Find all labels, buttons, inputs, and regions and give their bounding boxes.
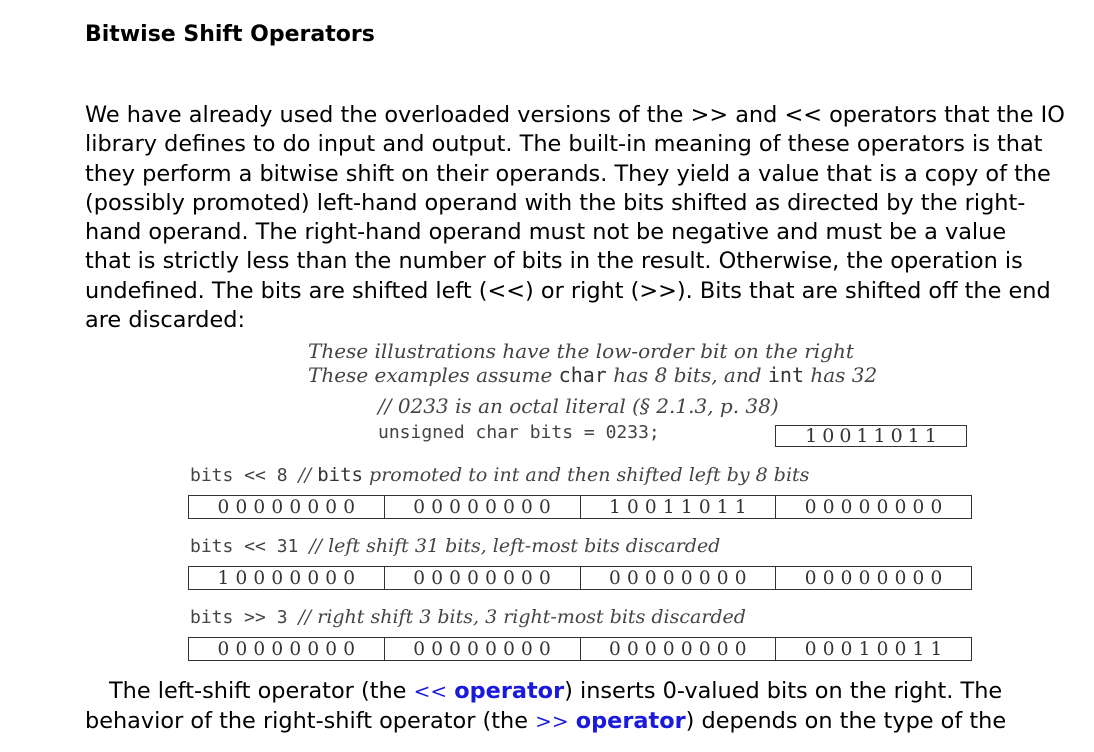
text-run: ) inserts 0-valued bits on the right. The — [564, 678, 1003, 704]
comment-text: promoted to int and then shifted left by 8 bits — [363, 464, 810, 486]
caption-text: has 32 — [804, 363, 878, 387]
shift-comment — [298, 464, 809, 486]
text-run: The left-shift operator (the — [109, 678, 414, 704]
left-shift-symbol: << — [413, 679, 448, 703]
shift-comment — [298, 606, 746, 628]
text-run: ) depends on the type of the — [685, 708, 1007, 734]
byte-cell: 00000000 — [189, 638, 385, 660]
shift-example-line — [190, 464, 809, 486]
shift-comment — [309, 535, 720, 557]
byte-cell: 00000000 — [804, 496, 949, 518]
byte-cell: 00000000 — [385, 567, 581, 589]
comment-slashes: // — [298, 464, 318, 486]
declaration-bits-box: 10011011 — [775, 425, 967, 447]
bit-row — [188, 566, 972, 590]
intro-paragraph — [85, 101, 1085, 335]
paragraph-line: they perform a bitwise shift on their operands. They yield a value that is a copy of the — [85, 160, 1051, 187]
shift-example-line — [190, 606, 746, 628]
figure-caption-low-order: These illustrations have the low-order bit on the right — [308, 339, 854, 363]
comment-slashes: // — [309, 535, 329, 557]
text-run: behavior of the right-shift operator (the — [85, 708, 536, 734]
caption-text: has 8 bits, and — [606, 363, 768, 387]
paragraph-line: are discarded: — [85, 307, 246, 334]
comment-text: left shift 31 bits, left-most bits discarded — [328, 535, 721, 557]
declaration-code: unsigned char bits = 0233; — [378, 422, 660, 443]
operator-link[interactable]: operator — [454, 678, 565, 704]
operator-link[interactable]: operator — [575, 708, 686, 734]
paragraph-line: undefined. The bits are shifted left (<<) or right (>>). Bits that are shifted off the end — [85, 277, 1051, 304]
caption-keyword-int: int — [767, 363, 805, 387]
paragraph-line: (possibly promoted) left-hand operand with the bits shifted as directed by the right- — [85, 189, 1026, 216]
byte-cell: 00000000 — [581, 638, 777, 660]
bit-row — [188, 495, 972, 519]
comment-slashes: // — [298, 606, 318, 628]
byte-cell: 00000000 — [385, 638, 581, 660]
byte-cell: 00000000 — [385, 496, 581, 518]
octal-comment: // 0233 is an octal literal (§ 2.1.3, p. 38) — [378, 394, 779, 418]
shift-expression: bits >> 3 — [190, 607, 288, 628]
byte-cell: 00000000 — [189, 496, 385, 518]
section-heading: Bitwise Shift Operators — [85, 22, 375, 47]
operator-paragraph — [85, 676, 1085, 736]
caption-text: These examples assume — [308, 363, 559, 387]
paragraph-line: that is strictly less than the number of bits in the result. Otherwise, the operation is — [85, 248, 1023, 275]
paragraph-line: library defines to do input and output. The built-in meaning of these operators is that — [85, 131, 1043, 158]
caption-keyword-char: char — [558, 363, 607, 387]
shift-example-line — [190, 535, 720, 557]
paragraph-line — [85, 676, 1085, 706]
paragraph-line: We have already used the overloaded versions of the >> and << operators that the IO — [85, 102, 1065, 128]
paragraph-line: hand operand. The right-hand operand must not be negative and must be a value — [85, 219, 1007, 246]
byte-cell: 10000000 — [189, 567, 385, 589]
figure-caption-sizes — [308, 363, 877, 387]
shift-expression: bits << 8 — [190, 465, 288, 486]
right-shift-symbol: >> — [535, 709, 569, 733]
bit-row — [188, 637, 972, 661]
byte-cell: 00000000 — [581, 567, 777, 589]
shift-expression: bits << 31 — [190, 536, 299, 557]
comment-text: right shift 3 bits, 3 right-most bits discarded — [317, 606, 746, 628]
byte-cell: 00000000 — [804, 567, 949, 589]
byte-cell: 00010011 — [804, 638, 949, 660]
paragraph-line — [85, 706, 1085, 736]
byte-cell: 10011011 — [581, 496, 777, 518]
comment-keyword: bits — [317, 464, 363, 486]
